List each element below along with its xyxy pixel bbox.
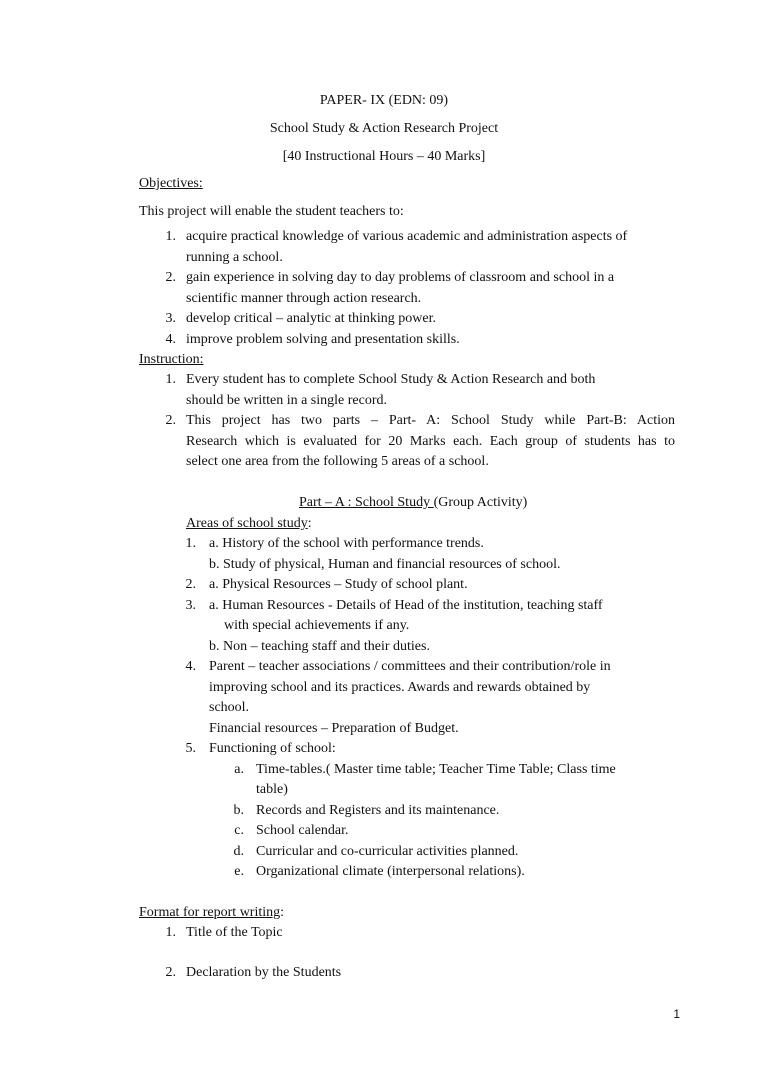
hours-marks: [40 Instructional Hours – 40 Marks] [282, 149, 486, 164]
list-item: 2. gain experience in solving day to day problems of classroom and school in a [165, 270, 615, 285]
list-item: 2. a. Physical Resources – Study of school plant. [185, 577, 468, 592]
list-item: 1. Every student has to complete School Study & Action Research and both [165, 372, 596, 387]
list-item: 3. a. Human Resources - Details of Head of the institution, teaching staff [185, 597, 603, 613]
areas-list: 1. a. History of the school with performance trends. b. Study of physical, Human and financial resources of school. 2. a. Physical Resources – Study of school plant. 3. a. Human Resources - Details of Head of the institution, teaching staff with special achievements if any. b. Non – teaching staff and their duties. 4. Parent – teacher associations / committees and their contribution/role in improving school and its practices. Awards and rewards obtained by school. Financial resources – Preparation of Budget. 5. Functioning of school: a. Time-tables.( Master time table; Teacher Time Table; Class time table) b. Records and Registers and its maintenance. c. School calendar. d. Curricular and co-curricular activities planned. e. Organizational climate (interpersonal relations). [0, 534, 768, 883]
instruction-heading: Instruction: [139, 352, 204, 367]
list-item: 2. This project has two parts – Part- A: School Study while Part-B: Action [165, 413, 675, 428]
objectives-heading: Objectives: [139, 176, 203, 191]
sub-item: d. Curricular and co-curricular activities planned. [233, 843, 519, 859]
sub-item: e. Organizational climate (interpersonal relations). [234, 864, 525, 879]
list-item: 1. Title of the Topic [165, 925, 283, 940]
objectives-intro: This project will enable the student teachers to: [139, 204, 404, 219]
list-item: 2. Declaration by the Students [165, 965, 342, 980]
list-item: 4. improve problem solving and presentation skills. [165, 331, 460, 347]
list-item: 3. develop critical – analytic at thinking power. [165, 311, 436, 326]
list-item: 5. Functioning of school: [185, 741, 336, 756]
paper-code: PAPER- IX (EDN: 09) [319, 93, 449, 108]
instruction-list: 1. Every student has to complete School Study & Action Research and both should be written in a single record. 2. This project has two parts – Part- A: School Study while Part-B: Action Research which is evaluated for 20 Marks each. Each group of students has to select one area from the following 5 areas of a school. [0, 370, 768, 473]
objectives-list: 1. acquire practical knowledge of various academic and administration aspects of running a school. 2. gain experience in solving day to day problems of classroom and school in a scientific manner through action research. 3. develop critical – analytic at thinking power. 4. improve problem solving and presentation skills. [0, 227, 768, 350]
sub-item: c. School calendar. [234, 823, 349, 838]
list-item: 1. acquire practical knowledge of various academic and administration aspects of [165, 229, 628, 244]
format-list-cont [0, 963, 768, 984]
project-title: School Study & Action Research Project [269, 121, 499, 136]
list-item: 1. a. History of the school with performance trends. [185, 536, 484, 551]
page-number: 1 [673, 1007, 680, 1021]
format-list [0, 923, 768, 944]
areas-heading: Areas of school study: [186, 516, 312, 531]
sub-item: a. Time-tables.( Master time table; Teacher Time Table; Class time [234, 761, 616, 777]
list-item: 4. Parent – teacher associations / committees and their contribution/role in [185, 659, 611, 674]
sub-item: b. Records and Registers and its maintenance. [233, 802, 500, 818]
format-heading: Format for report writing: [139, 905, 285, 920]
part-a-title: Part – A : School Study (Group Activity) [299, 495, 528, 510]
